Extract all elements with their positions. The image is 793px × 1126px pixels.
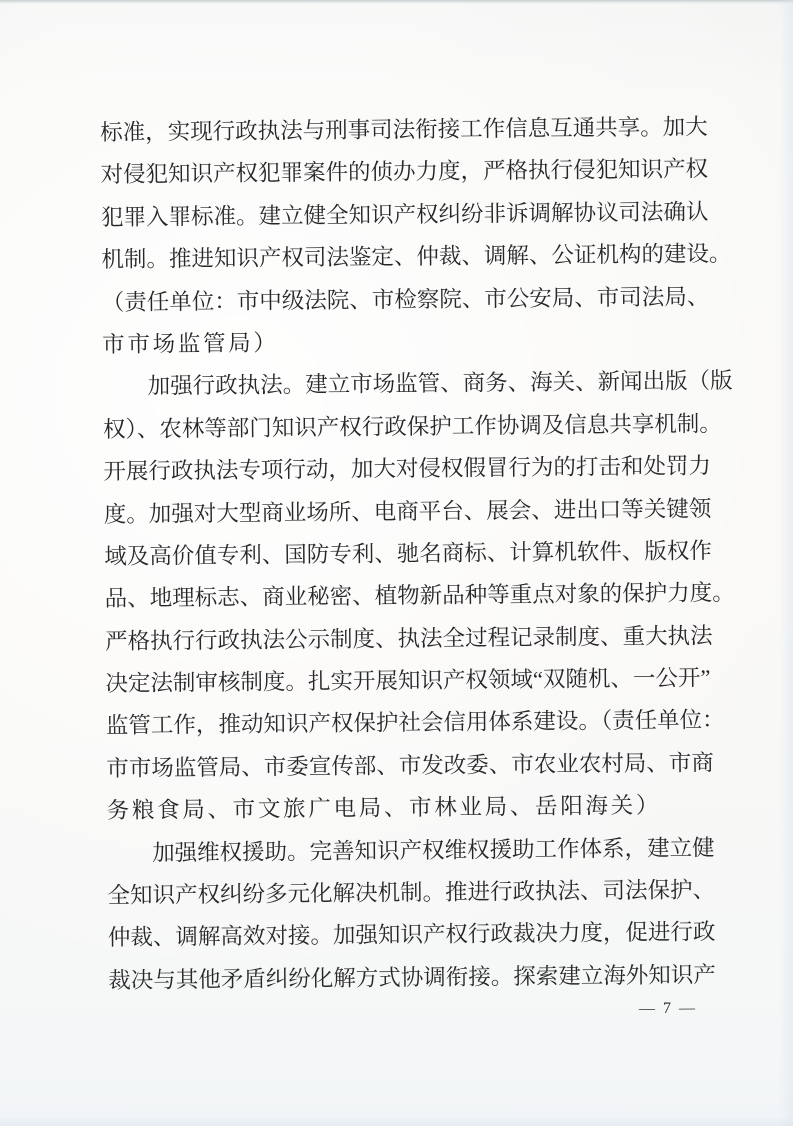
text-line: 严格执行行政执法公示制度、执法全过程记录制度、重大执法: [104, 622, 713, 654]
document-text: [100, 106, 735, 1002]
text-line: 域及高价值专利、国防专利、驰名商标、计算机软件、版权作: [104, 538, 712, 569]
text-line: 决定法制审核制度。扎实开展知识产权领域“双随机、一公开”: [105, 665, 711, 697]
scan-edge-top: [0, 0, 793, 4]
text-line: 市市场监管局、市委宣传部、市发改委、市农业农村局、市商: [106, 749, 714, 781]
text-line: 开展行政执法专项行动，加大对侵权假冒行为的打击和处罚力: [103, 453, 712, 485]
text-line: 机制。推进知识产权司法鉴定、仲裁、调解、公证机构的建设。: [101, 241, 732, 273]
text-line: 犯罪入罪标准。建立健全知识产权纠纷非诉调解协议司法确认: [100, 198, 709, 230]
text-line: 仲裁、调解高效对接。加强知识产权行政裁决力度，促进行政: [107, 919, 716, 951]
scan-edge-right: [779, 0, 793, 1126]
text-line: 权）、农林等部门知识产权行政保护工作协调及信息共享机制。: [102, 410, 722, 442]
text-line: 监管工作，推动知识产权保护社会信用体系建设。（责任单位：: [105, 707, 725, 739]
text-line: 全知识产权纠纷多元化解决机制。推进行政执法、司法保护、: [107, 877, 716, 908]
text-line: 加强行政执法。建立市场监管、商务、海关、新闻出版（版: [147, 368, 733, 399]
text-line: 对侵犯知识产权犯罪案件的侦办力度，严格执行侵犯知识产权: [100, 156, 709, 188]
text-line: 品、地理标志、商业秘密、植物新品种等重点对象的保护力度。: [104, 580, 735, 612]
scan-edge-bottom: [0, 1116, 793, 1126]
page-number: — 7 —: [638, 999, 698, 1018]
text-line: 加强维权援助。完善知识产权维权援助工作体系，建立健: [151, 834, 715, 866]
text-line: 市市场监管局）: [102, 330, 279, 357]
text-line: 标准，实现行政执法与刑事司法衔接工作信息互通共享。加大: [100, 114, 708, 145]
text-line: （责任单位：市中级法院、市检察院、市公安局、市司法局、: [101, 283, 710, 315]
text-line: 务粮食局、市文旅广电局、市林业局、岳阳海关）: [106, 792, 662, 824]
text-line: 裁决与其他矛盾纠纷化解方式协调衔接。探索建立海外知识产: [108, 961, 716, 993]
text-line: 度。加强对大型商业场所、电商平台、展会、进出口等关键领: [103, 495, 712, 527]
